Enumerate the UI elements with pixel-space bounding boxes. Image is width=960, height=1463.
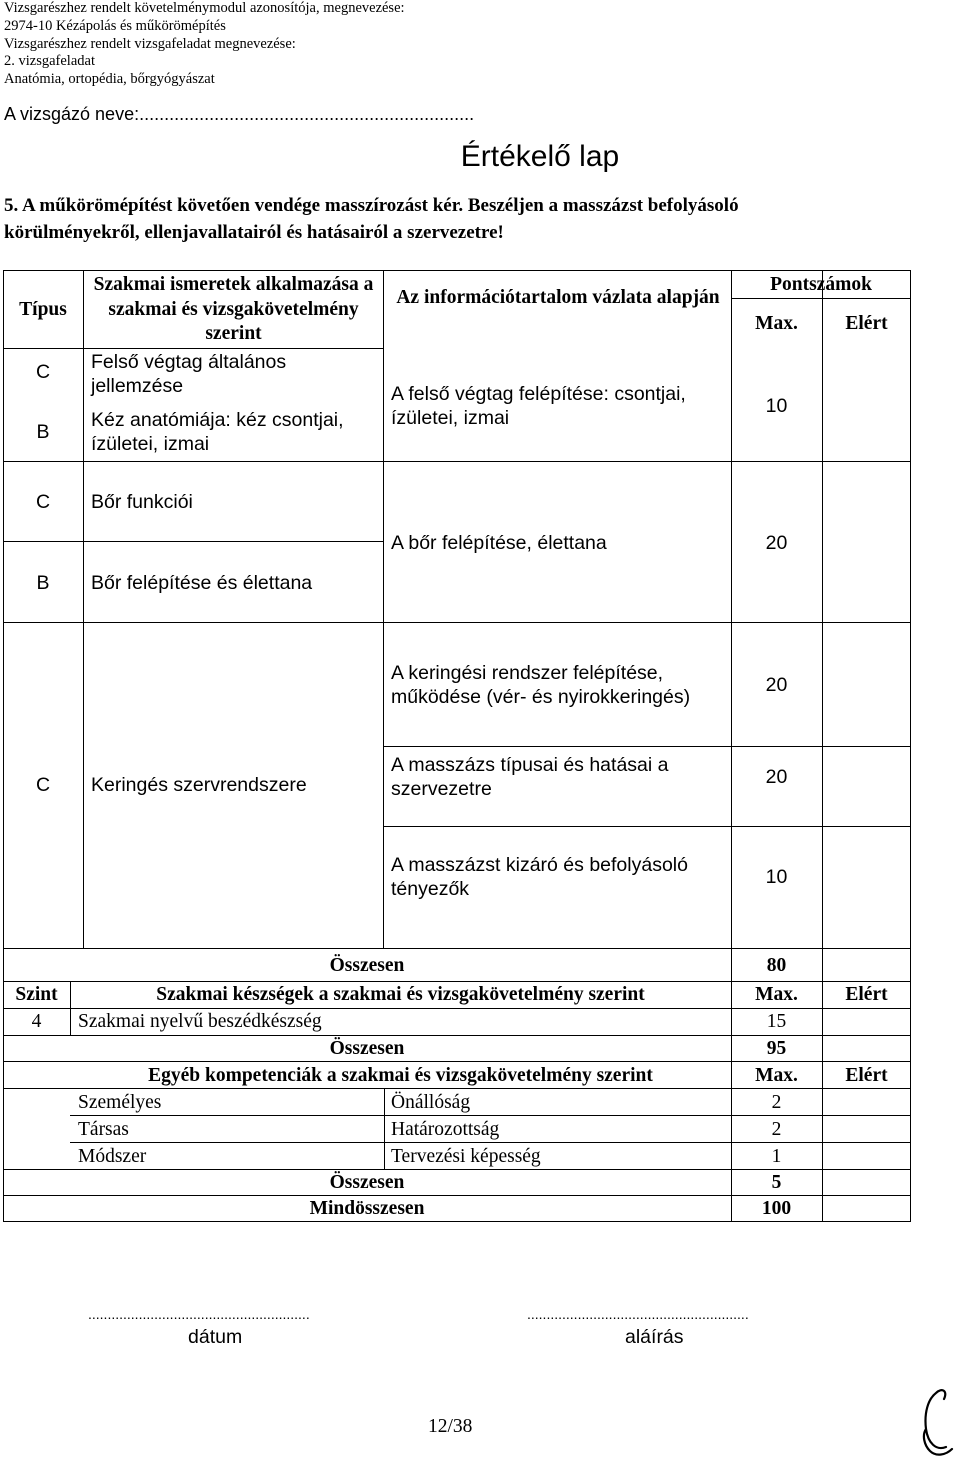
header-module-label: Vizsgarészhez rendelt követelménymodul azonosítója, megnevezése: [4,0,405,16]
row3-type: C [35,774,51,796]
skills-level-header: Szint [15,984,58,1005]
page-title: Értékelő lap [460,140,620,173]
row3-outline-a: A keringési rendszer felépítése, működése (vér- és nyirokkeringés) [391,662,691,708]
max-column-header: Max. [755,313,798,334]
outline-column-header: Az információtartalom vázlata alapján [396,287,720,308]
row3-knowledge: Keringés szervrendszere [91,774,307,796]
row3-max-c: 10 [765,866,788,888]
competencies-header: Egyéb kompetenciák a szakmai és vizsgakövetelmény szerint [148,1065,653,1086]
header-task-label: Vizsgarészhez rendelt vizsgafeladat megnevezése: [4,35,296,52]
handwritten-initial [918,1385,958,1460]
competency2-category: Társas [78,1119,129,1140]
row2-type-a: C [35,491,51,513]
competency3-category: Módszer [78,1146,147,1167]
competency1-category: Személyes [78,1092,162,1113]
competencies-max-header: Max. [755,1065,798,1086]
skill-name: Szakmai nyelvű beszédkészség [78,1011,322,1032]
row2-knowledge-b: Bőr felépítése és élettana [91,572,313,594]
task-line-2: körülményekről, ellenjavallatairól és hatásairól a szervezetre! [4,222,504,243]
row2-max: 20 [765,532,788,554]
total3-value: 5 [771,1172,782,1193]
competency1-name: Önállóság [391,1092,471,1113]
type-column-header: Típus [19,299,67,320]
signature-line: ......................................................... [527,1306,749,1322]
task-description [4,192,954,246]
row3-outline-c: A masszázst kizáró és befolyásoló tényezők [391,854,688,900]
total2-value: 95 [766,1038,787,1059]
header-task-name: Anatómia, ortopédia, bőrgyógyászat [4,71,215,88]
skills-header: Szakmai készségek a szakmai és vizsgakövetelmény szerint [156,984,645,1005]
skill-max: 15 [766,1011,787,1032]
page-number: 12/38 [428,1416,473,1437]
row1-max: 10 [765,395,788,417]
row2-type-b: B [36,572,50,594]
competency2-max: 2 [771,1119,782,1140]
competency2-name: Határozottság [391,1119,500,1140]
competency3-max: 1 [771,1146,782,1167]
examinee-name-field: A vizsgázó neve:................................................................... [4,104,475,124]
total1-value: 80 [766,955,787,976]
row3-outline-b: A masszázs típusai és hatásai a szervezetre [391,754,669,800]
document-header [4,0,405,89]
competency1-max: 2 [771,1092,782,1113]
skills-achieved-header: Elért [845,984,888,1005]
row1-type-b: B [36,421,50,443]
row2-knowledge-a: Bőr funkciói [91,491,193,513]
row2-outline: A bőr felépítése, élettana [391,532,607,554]
grand-total-value: 100 [761,1198,792,1219]
row1-knowledge-b: Kéz anatómiája: kéz csontjai, ízületei, izmai [91,409,344,455]
row1-outline: A felső végtag felépítése: csontjai, ízületei, izmai [391,383,686,429]
grand-total-label: Mindösszesen [309,1198,425,1219]
signature-label: aláírás [625,1326,684,1348]
date-label: dátum [188,1326,243,1348]
achieved-column-header: Elért [845,313,888,334]
row1-knowledge-a: Felső végtag általános jellemzése [91,351,287,397]
date-line: ......................................................... [88,1306,310,1322]
total1-label: Összesen [329,955,405,976]
header-task-number: 2. vizsgafeladat [4,53,95,70]
knowledge-column-header: Szakmai ismeretek alkalmazása a szakmai és vizsgakövetelmény szerint [93,274,374,344]
header-module-name: 2974-10 Kézápolás és műkörömépítés [4,17,226,34]
total3-label: Összesen [329,1172,405,1193]
row3-max-b: 20 [765,766,788,788]
task-line-1: 5. A műkörömépítést követően vendége masszírozást kér. Beszéljen a masszázst befolyásoló [4,195,739,216]
competencies-achieved-header: Elért [845,1065,888,1086]
row1-type-a: C [35,361,51,383]
skills-max-header: Max. [755,984,798,1005]
row3-max-a: 20 [765,674,788,696]
total2-label: Összesen [329,1038,405,1059]
competency3-name: Tervezési képesség [391,1146,541,1167]
points-column-header: Pontszámok [770,274,872,295]
skill-level: 4 [31,1011,42,1032]
